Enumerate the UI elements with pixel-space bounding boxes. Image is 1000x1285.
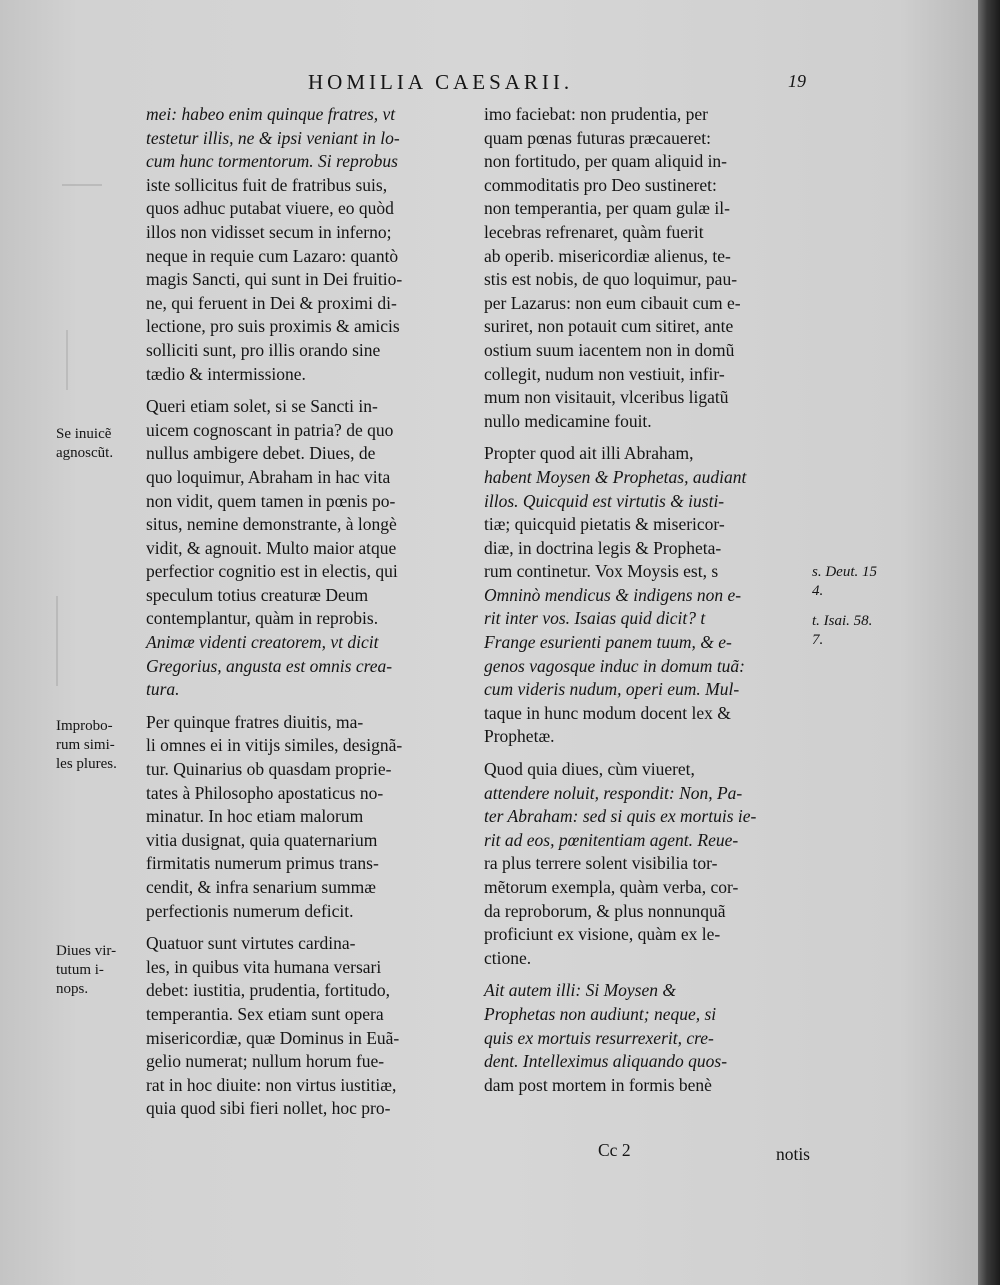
text-line: Animæ videnti creatorem, vt dicit [146,632,379,653]
text-line: collegit, nudum non vestiuit, infir- [484,363,725,384]
text-line: ra plus terrere solent visibilia tor- [484,853,718,874]
text-line: per Lazarus: non eum cibauit cum e- [484,292,741,313]
catchword: notis [775,1144,810,1164]
running-header [268,70,828,96]
text-line: minatur. In hoc etiam malorum [146,806,364,827]
text-line: quam pœnas futuras præcaueret: [484,127,711,148]
page-footer [598,1140,810,1164]
text-line: nullo medicamine fouit. [484,410,652,431]
text-line: li omnes ei in vitijs similes, designã- [146,735,403,756]
text-line: tur. Quinarius ob quasdam proprie- [146,759,392,780]
text-line: Propter quod ait illi Abraham, [484,443,694,464]
text-line: rit inter vos. Isaias quid dicit? t [484,608,706,629]
margin-note [56,717,117,774]
text-line: quis ex mortuis resurrexerit, cre- [484,1027,714,1048]
text-line: temperantia. Sex etiam sunt opera [146,1003,384,1024]
text-line: uicem cognoscant in patria? de quo [146,419,394,440]
text-line: Prophetæ. [484,726,555,747]
text-line: mẽtorum exempla, quàm verba, cor- [484,877,739,897]
text-line: lectione, pro suis proximis & amicis [146,316,400,337]
margin-note-line: Se inuicẽ [56,426,112,442]
paragraph-gap [146,702,470,711]
text-line: commoditatis pro Deo sustineret: [484,174,717,195]
text-line: magis Sancti, qui sunt in Dei fruitio- [146,269,403,290]
margin-note-line: 4. [812,583,824,599]
text-line: taque in hunc modum docent lex & [484,702,731,723]
paragraph-gap [484,749,810,758]
text-line: vitia dusignat, quia quaternarium [146,829,378,850]
text-line: attendere noluit, respondit: Non, Pa- [484,782,743,803]
text-line: gelio numerat; nullum horum fue- [146,1051,385,1072]
text-line: imo faciebat: non prudentia, per [484,104,709,124]
text-line: ter Abraham: sed si quis ex mortuis ie- [484,806,757,827]
text-line: non temperantia, per quam gulæ il- [484,198,730,219]
text-line: neque in requie cum Lazaro: quantò [146,245,399,266]
text-line: tædio & intermissione. [146,363,306,384]
text-line: contemplantur, quàm in reprobis. [146,608,379,629]
text-line: situs, nemine demonstrante, à longè [146,514,397,535]
margin-note-line: tutum i- [56,962,104,978]
text-line: nullus ambigere debet. Diues, de [146,443,376,464]
text-line: misericordiæ, quæ Dominus in Euã- [146,1027,400,1048]
text-line: dent. Intelleximus aliquando quos- [484,1051,728,1072]
text-line: Omninò mendicus & indigens non e- [484,584,742,605]
signature-mark: Cc 2 [598,1140,631,1160]
text-line: perfectior cognitio est in electis, qui [146,561,398,582]
text-line: Ait autem illi: Si Moysen & [484,980,676,1001]
margin-note [56,942,116,999]
paragraph-gap [146,923,470,932]
text-line: cendit, & infra senarium summæ [146,877,376,897]
margin-note-line: les plures. [56,756,117,772]
running-title: HOMILIA CAESARII. [308,70,574,94]
margin-note-line: t. Isai. 58. [812,613,873,629]
text-line: rat in hoc diuite: non virtus iustitiæ, [146,1074,397,1095]
text-line: diæ, in doctrina legis & Propheta- [484,537,722,558]
text-line: cum videris nudum, operi eum. Mul- [484,679,740,700]
text-line: non vidit, quem tamen in pœnis po- [146,490,396,511]
paragraph-gap [484,433,810,442]
text-line: illos non vidisset secum in inferno; [146,221,392,242]
text-line: lecebras refrenaret, quàm fuerit [484,221,704,242]
text-line: ostium suum iacentem non in domũ [484,339,735,360]
text-line: quos adhuc putabat viuere, eo quòd [146,198,394,219]
text-line: mum non visitauit, vlceribus ligatũ [484,387,729,408]
show-through-mark [56,596,138,686]
text-line: debet: iustitia, prudentia, fortitudo, [146,980,390,1001]
binding-shadow [978,0,1000,1285]
text-line: firmitatis numerum primus trans- [146,853,379,874]
text-line: ab operib. misericordiæ alienus, te- [484,245,731,266]
scripture-reference [812,612,872,650]
text-line: testetur illis, ne & ipsi veniant in lo- [146,127,400,148]
text-line: ne, qui feruent in Dei & proximi di- [146,292,397,313]
right-text-column [484,103,810,1097]
text-line: suriret, non potauit cum sitiret, ante [484,316,734,337]
text-line: proficiunt ex visione, quàm ex le- [484,924,721,945]
text-line: Gregorius, angusta est omnis crea- [146,655,393,676]
text-line: Per quinque fratres diuitis, ma- [146,711,364,732]
text-line: tates à Philosopho apostaticus no- [146,782,384,803]
margin-note-line: agnoscũt. [56,445,114,461]
margin-note-line: Improbo- [56,718,113,734]
text-line: dam post mortem in formis benè [484,1074,712,1095]
text-line: quo loquimur, Abraham in hac vita [146,466,391,487]
text-line: quia quod sibi fieri nollet, hoc pro- [146,1098,391,1119]
margin-note-line: 7. [812,632,824,648]
text-line: Frange esurienti panem tuum, & e- [484,632,732,653]
margin-note-line: s. Deut. 15 [812,564,877,580]
text-line: non fortitudo, per quam aliquid in- [484,151,728,172]
text-line: Quod quia diues, cùm viueret, [484,759,695,780]
text-line: Prophetas non audiunt; neque, si [484,1003,717,1024]
margin-note-line: rum simi- [56,737,115,753]
text-line: les, in quibus vita humana versari [146,956,382,977]
text-line: tiæ; quicquid pietatis & misericor- [484,514,725,535]
text-line: habent Moysen & Prophetas, audiant [484,466,747,487]
paragraph-gap [146,386,470,395]
text-line: perfectionis numerum deficit. [146,900,354,921]
text-line: ctione. [484,947,532,968]
text-line: vidit, & agnouit. Multo maior atque [146,537,397,558]
margin-note-line: Diues vir- [56,943,117,959]
text-line: da reproborum, & plus nonnunquã [484,900,726,921]
margin-note-line: nops. [56,981,89,997]
text-line: stis est nobis, de quo loquimur, pau- [484,269,738,290]
paragraph-gap [484,970,810,979]
text-line: iste sollicitus fuit de fratribus suis, [146,174,388,195]
scripture-reference [812,563,877,601]
show-through-mark [62,170,102,186]
text-line: illos. Quicquid est virtutis & iusti- [484,490,725,511]
left-text-column [146,103,470,1121]
text-line: mei: habeo enim quinque fratres, vt [146,104,396,124]
text-line: speculum totius creaturæ Deum [146,584,369,605]
text-line: Quatuor sunt virtutes cardina- [146,933,356,954]
text-line: rit ad eos, pœnitentiam agent. Reue- [484,829,739,850]
text-line: cum hunc tormentorum. Si reprobus [146,151,398,172]
text-line: genos vagosque induc in domum tuã: [484,655,746,676]
show-through-mark [66,330,132,390]
text-line: rum continetur. Vox Moysis est, s [484,561,719,582]
text-line: tura. [146,679,180,700]
page-number: 19 [788,71,806,91]
margin-note [56,425,113,463]
text-line: Queri etiam solet, si se Sancti in- [146,396,378,417]
text-line: solliciti sunt, pro illis orando sine [146,339,381,360]
